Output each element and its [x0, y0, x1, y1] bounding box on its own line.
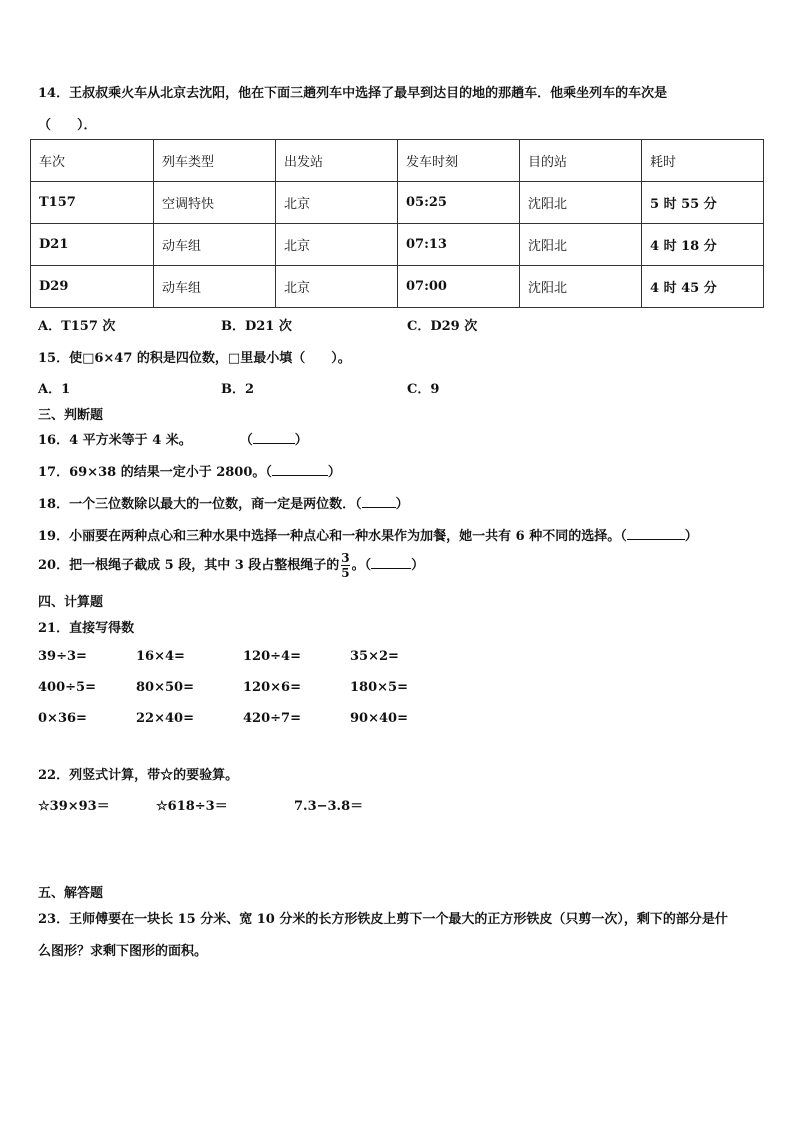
- question-23-line-1: 23．王师傅要在一块长 15 分米、宽 10 分米的长方形铁皮上剪下一个最大的正方形铁皮（只剪一次），剩下的部分是什: [38, 912, 728, 927]
- answer-blank[interactable]: [627, 539, 685, 540]
- calc-item: 35×2=: [350, 649, 399, 664]
- option-c[interactable]: C．D29 次: [407, 319, 478, 334]
- table-cell: 北京: [276, 266, 398, 308]
- calc-item: 180×5=: [350, 680, 408, 695]
- question-23-line-2: 么图形？求剩下图形的面积。: [38, 944, 208, 959]
- answer-blank[interactable]: [371, 568, 411, 569]
- table-row: [31, 182, 764, 224]
- table-row: [31, 266, 764, 308]
- question-17-text: 17．69×38 的结果一定小于 2800。（: [38, 465, 272, 480]
- question-14-answer-paren: （ ）．: [38, 118, 97, 133]
- calc-item: 120×6=: [243, 680, 301, 695]
- section-title-judgement: 三、判断题: [38, 408, 104, 423]
- option-a[interactable]: A．T157 次: [38, 319, 116, 334]
- table-cell: 沈阳北: [520, 224, 642, 266]
- question-17: [38, 461, 341, 480]
- table-cell: D29: [31, 266, 154, 308]
- calc-item: 90×40=: [350, 711, 408, 726]
- question-16-text: 16．4 平方米等于 4 米。: [38, 433, 192, 448]
- vertical-calc-item: 7.3−3.8＝: [294, 799, 364, 814]
- table-cell: 07:00: [398, 266, 520, 308]
- question-18: [38, 493, 409, 512]
- calc-item: 39÷3=: [38, 649, 87, 664]
- calc-item: 0×36=: [38, 711, 87, 726]
- table-header-cell: 发车时刻: [398, 140, 520, 182]
- question-21-text: 21．直接写得数: [38, 621, 135, 636]
- table-cell: 北京: [276, 182, 398, 224]
- question-20: [38, 551, 424, 580]
- question-16-paren-left: （: [239, 433, 253, 448]
- question-18-text: 18．一个三位数除以最大的一位数，商一定是两位数．（: [38, 497, 362, 512]
- fraction-three-fifths: [341, 551, 349, 580]
- table-row: [31, 224, 764, 266]
- table-header-cell: 耗时: [642, 140, 764, 182]
- question-19-paren-right: ）: [684, 529, 698, 544]
- option-b[interactable]: B．D21 次: [221, 319, 292, 334]
- fraction-denominator: 5: [341, 566, 350, 580]
- answer-blank[interactable]: [272, 475, 328, 476]
- option-a[interactable]: A．1: [38, 382, 71, 397]
- question-20-text: 20．把一根绳子截成 5 段，其中 3 段占整根绳子的: [38, 558, 340, 573]
- table-cell: T157: [31, 182, 154, 224]
- question-18-paren-right: ）: [395, 497, 409, 512]
- table-cell: 07:13: [398, 224, 520, 266]
- section-title-calculation: 四、计算题: [38, 595, 104, 610]
- question-15-text: 15．使□6×47 的积是四位数，□里最小填（ ）。: [38, 351, 351, 366]
- table-cell: D21: [31, 224, 154, 266]
- table-header-cell: 出发站: [276, 140, 398, 182]
- question-17-paren-right: ）: [327, 465, 341, 480]
- table-cell: 05:25: [398, 182, 520, 224]
- calc-item: 80×50=: [136, 680, 194, 695]
- table-cell: 空调特快: [154, 182, 276, 224]
- question-20-tail: 。（: [351, 558, 372, 573]
- calc-item: 400÷5=: [38, 680, 96, 695]
- table-cell: 沈阳北: [520, 182, 642, 224]
- question-19-text: 19．小丽要在两种点心和三种水果中选择一种点心和一种水果作为加餐，她一共有 6 种不同的选择。（: [38, 529, 627, 544]
- calc-item: 120÷4=: [243, 649, 301, 664]
- table-cell: 动车组: [154, 224, 276, 266]
- table-cell: 4 时 18 分: [642, 224, 764, 266]
- option-c[interactable]: C．9: [407, 382, 440, 397]
- table-cell: 5 时 55 分: [642, 182, 764, 224]
- question-16: [38, 429, 308, 448]
- table-header-cell: 目的站: [520, 140, 642, 182]
- calc-item: 420÷7=: [243, 711, 301, 726]
- vertical-calc-item: ☆618÷3＝: [156, 799, 228, 814]
- option-b[interactable]: B．2: [221, 382, 255, 397]
- table-cell: 沈阳北: [520, 266, 642, 308]
- question-20-paren-right: ）: [411, 558, 425, 573]
- table-cell: 动车组: [154, 266, 276, 308]
- table-header-cell: 列车类型: [154, 140, 276, 182]
- answer-blank[interactable]: [362, 507, 396, 508]
- table-cell: 4 时 45 分: [642, 266, 764, 308]
- train-table: [30, 139, 764, 308]
- question-14-text: 14．王叔叔乘火车从北京去沈阳，他在下面三趟列车中选择了最早到达目的地的那趟车．他乘坐列车的车次是: [38, 86, 668, 101]
- section-title-word-problems: 五、解答题: [38, 886, 104, 901]
- question-19: [38, 525, 698, 544]
- table-header-row: [31, 140, 764, 182]
- vertical-calc-item: ☆39×93＝: [38, 799, 110, 814]
- table-header-cell: 车次: [31, 140, 154, 182]
- answer-blank[interactable]: [253, 443, 295, 444]
- calc-item: 22×40=: [136, 711, 194, 726]
- question-16-paren-right: ）: [294, 433, 308, 448]
- question-22-text: 22．列竖式计算，带☆的要验算。: [38, 768, 239, 783]
- calc-item: 16×4=: [136, 649, 185, 664]
- table-cell: 北京: [276, 224, 398, 266]
- fraction-numerator: 3: [341, 551, 350, 565]
